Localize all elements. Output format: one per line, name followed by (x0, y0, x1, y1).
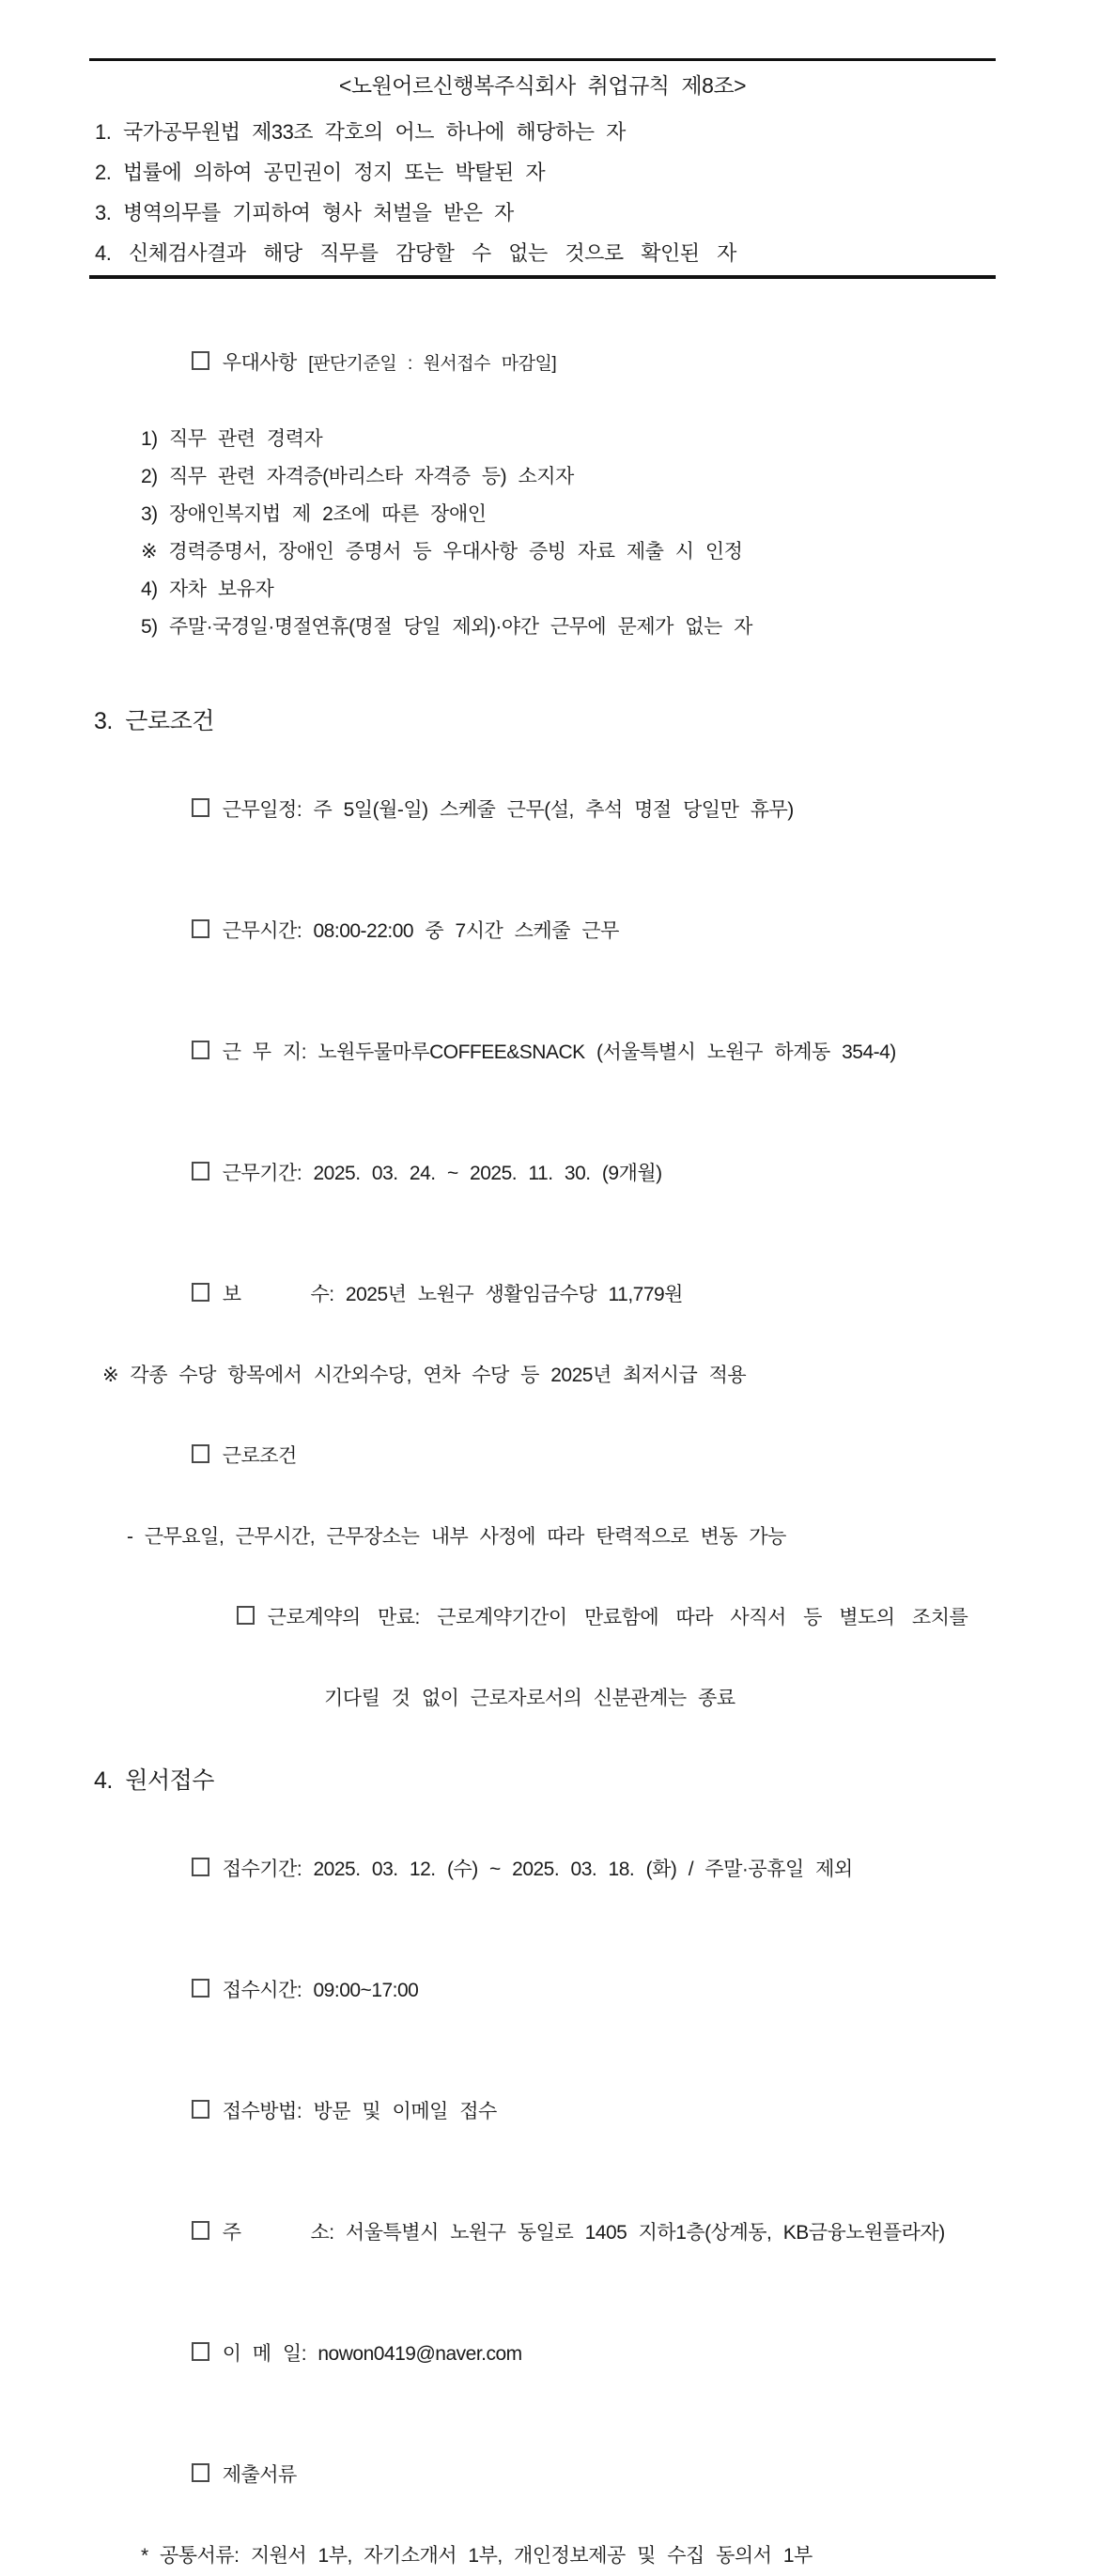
page-title: <노원어르신행복주식회사 취업규칙 제8조> (338, 73, 747, 98)
preference-heading (89, 307, 996, 421)
preference-note: ※ 경력증명서, 장애인 증명서 등 우대사항 증빙 자료 제출 시 인정 (141, 541, 743, 563)
application-item-address (89, 2172, 996, 2293)
section-heading-working-conditions: 3. 근로조건 (94, 708, 214, 734)
condition-item-period (89, 1113, 996, 1234)
employment-rule-box (89, 58, 996, 279)
condition-item-pay (89, 1234, 996, 1355)
rule-item: 1. 국가공무원법 제33조 각호의 어느 하나에 해당하는 자 (95, 120, 626, 144)
application-text: 접수시간: 09:00~17:00 (222, 1980, 419, 2001)
condition-text: 근무일정: 주 5일(월-일) 스케줄 근무(설, 추석 명절 당일만 휴무) (222, 799, 794, 821)
application-text: 접수방법: 방문 및 이메일 접수 (222, 2101, 497, 2122)
condition-text: 근무시간: 08:00-22:00 중 7시간 스케줄 근무 (222, 920, 619, 942)
application-documents-common: * 공통서류: 지원서 1부, 자기소개서 1부, 개인정보제공 및 수집 동의서 1부 (141, 2545, 813, 2567)
preference-label: 우대사항 (222, 352, 297, 374)
rule-item: 3. 병역의무를 기피하여 형사 처벌을 받은 자 (95, 201, 514, 224)
checkbox-icon (192, 1283, 209, 1302)
condition-pay-note: ※ 각종 수당 항목에서 시간외수당, 연차 수당 등 2025년 최저시급 적용 (102, 1365, 747, 1386)
application-item-method (89, 2051, 996, 2172)
condition-item-terms (89, 1396, 996, 1517)
section-heading-application: 4. 원서접수 (94, 1767, 214, 1794)
checkbox-icon (192, 1979, 209, 1998)
condition-text: 보 수: 2025년 노원구 생활임금수당 11,779원 (222, 1284, 683, 1305)
condition-text: 근 무 지: 노원두물마루COFFEE&SNACK (서울특별시 노원구 하계동 354-4) (222, 1041, 896, 1063)
checkbox-icon (192, 1858, 209, 1876)
checkbox-icon (192, 919, 209, 938)
preference-section (89, 307, 996, 646)
preference-item: 3) 장애인복지법 제 2조에 따른 장애인 (141, 503, 487, 525)
checkbox-icon (192, 2463, 209, 2482)
preference-criteria-note: [판단기준일 : 원서접수 마감일] (308, 354, 557, 374)
checkbox-icon (192, 2342, 209, 2361)
application-item-email (89, 2293, 996, 2414)
application-item-time (89, 1930, 996, 2051)
checkbox-icon (192, 2100, 209, 2119)
condition-terms-detail: - 근무요일, 근무시간, 근무장소는 내부 사정에 따라 탄력적으로 변동 가능 (127, 1526, 786, 1548)
condition-text: 근로계약의 만료: 근로계약기간이 만료함에 따라 사직서 등 별도의 조치를 (267, 1607, 968, 1628)
application-text: 주 소: 서울특별시 노원구 동일로 1405 지하1층(상계동, KB금융노원플라자) (222, 2222, 945, 2244)
preference-item: 4) 자차 보유자 (141, 578, 274, 600)
condition-contract-end-continued: 기다릴 것 없이 근로자로서의 신분관계는 종료 (324, 1688, 735, 1709)
checkbox-icon (192, 1444, 209, 1463)
application-text: 제출서류 (222, 2464, 297, 2486)
preference-item: 2) 직무 관련 자격증(바리스타 자격증 등) 소지자 (141, 466, 574, 487)
application-text: 이 메 일: nowon0419@naver.com (222, 2343, 522, 2365)
rule-list (89, 112, 996, 273)
application-text: 접수기간: 2025. 03. 12. (수) ~ 2025. 03. 18. (화) / 주말·공휴일 제외 (222, 1859, 853, 1880)
condition-item-schedule (89, 749, 996, 871)
checkbox-icon (192, 351, 209, 370)
rule-item: 2. 법률에 의하여 공민권이 정지 또는 박탈된 자 (95, 161, 546, 184)
condition-item-hours (89, 871, 996, 992)
checkbox-icon (237, 1606, 255, 1625)
application-item-documents (89, 2414, 996, 2536)
preference-item: 1) 직무 관련 경력자 (141, 428, 323, 450)
condition-text: 근로조건 (222, 1445, 297, 1467)
preference-item: 5) 주말·국경일·명절연휴(명절 당일 제외)·야간 근무에 문제가 없는 자 (141, 616, 752, 638)
condition-text: 근무기간: 2025. 03. 24. ~ 2025. 11. 30. (9개월) (222, 1163, 662, 1184)
checkbox-icon (192, 2221, 209, 2240)
working-conditions-list (89, 749, 996, 1719)
checkbox-icon (192, 1041, 209, 1059)
application-list (89, 1809, 996, 2576)
condition-item-contract-end (89, 1557, 996, 1678)
checkbox-icon (192, 1162, 209, 1180)
application-item-period (89, 1809, 996, 1930)
rule-item: 4. 신체검사결과 해당 직무를 감당할 수 없는 것으로 확인된 자 (95, 241, 736, 265)
condition-item-workplace (89, 992, 996, 1113)
checkbox-icon (192, 798, 209, 817)
